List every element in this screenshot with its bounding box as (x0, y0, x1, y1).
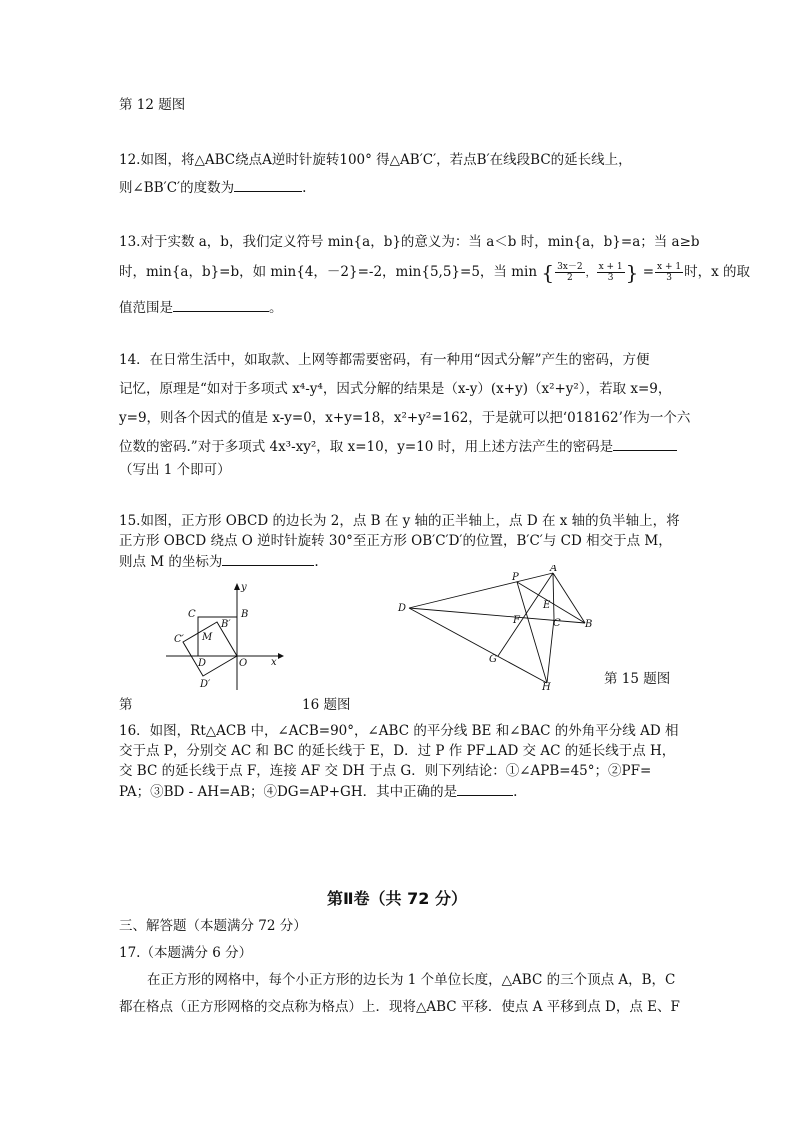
q14-line1: 14．在日常生活中，如取款、上网等都需要密码，有一种用“因式分解”产生的密码，方便 (119, 352, 650, 368)
label-b-prime: B′ (221, 619, 231, 630)
q17-line2: 都在格点（正方形网格的交点称为格点）上．现将△ABC 平移．使点 A 平移到点 D，点 E、F (119, 999, 680, 1015)
answer-blank (613, 436, 677, 451)
q13-text: 时，min{a，b}=b，如 min{4，－2}=-2，min{5,5}=5，当 min (119, 264, 538, 280)
left-brace: { (541, 260, 555, 285)
q16-line1: 16．如图，Rt△ACB 中，∠ACB=90°，∠ABC 的平分线 BE 和∠BAC 的外角平分线 AD 相 (119, 723, 679, 739)
figure-16-diagram (160, 580, 290, 695)
q12-text: 则∠BB′C′的度数为 (119, 180, 235, 196)
q12-line1: 12.如图，将△ABC绕点A逆时针旋转100° 得△AB′C′，若点B′在线段BC的延长线上， (119, 152, 632, 168)
label-h: H (542, 682, 551, 693)
label-d-prime: D′ (200, 679, 211, 690)
label-f: F (513, 615, 520, 626)
fig16-caption-right: 16 题图 (302, 697, 351, 713)
label-e: E (543, 600, 551, 611)
label-g: G (489, 654, 497, 665)
square-ob-c-d-rotated (183, 622, 237, 676)
label-c: C (188, 609, 196, 620)
q15-line2: 正方形 OBCD 绕点 O 逆时针旋转 30°至正方形 OB′C′D′的位置，B′C′与 CD 相交于点 M， (119, 533, 672, 549)
fig15-caption: 第 15 题图 (604, 671, 671, 687)
figure-15-diagram (395, 565, 600, 695)
q13-line2: 时，min{a，b}=b，如 min{4，－2}=-2，min{5,5}=5，当 min { $\frac{3x-2}{2}$ ， $\frac{x + 1}{3}$ } = $\frac{x + 1}{3}$ 时，x 的取 (119, 260, 750, 285)
right-brace: } (625, 260, 639, 285)
answer-blank (222, 551, 314, 566)
label-c: C (553, 618, 561, 629)
q12-line2: 则∠BB′C′的度数为 . (119, 177, 306, 198)
label-d: D (398, 603, 407, 614)
section-title: 三、解答题（本题满分 72 分） (119, 918, 307, 934)
q16-line4: PA；③BD - AH=AB；④DG=AP+GH．其中正确的是 . (119, 781, 517, 802)
label-b: B (585, 619, 593, 630)
q17-title: 17.（本题满分 6 分） (119, 945, 253, 961)
answer-blank (234, 177, 302, 192)
fraction: $\frac{3x-2}{2}$ (557, 262, 583, 283)
label-p: P (512, 572, 519, 583)
q13-line3: 值范围是 。 (119, 297, 283, 318)
q13-text-end: 时，x 的取 (684, 264, 750, 280)
equals: = (642, 264, 655, 280)
q16-line2: 交于点 P，分别交 AC 和 BC 的延长线于 E，D．过 P 作 PF⊥AD 交 AC 的延长线于点 H， (119, 743, 676, 759)
q13-line1: 13.对于实数 a，b，我们定义符号 min{a，b}的意义为：当 a＜b 时，min{a，b}=a；当 a≥b (119, 234, 700, 250)
label-m: M (202, 632, 213, 643)
q15-line1: 15.如图，正方形 OBCD 的边长为 2，点 B 在 y 轴的正半轴上，点 D 在 x 轴的负半轴上，将 (119, 513, 680, 529)
fraction: $\frac{x + 1}{3}$ (657, 262, 682, 283)
q14-line2: 记忆，原理是“如对于多项式 x⁴-y⁴，因式分解的结果是（x-y）(x+y)（x²+y²），若取 x=9， (119, 381, 672, 397)
q15-line3: 则点 M 的坐标为 . (119, 551, 319, 572)
fig12-caption: 第 12 题图 (119, 97, 186, 113)
fig16-caption-left: 第 (119, 697, 133, 713)
answer-blank (173, 297, 269, 312)
fraction: $\frac{x + 1}{3}$ (598, 262, 623, 283)
label-b: B (241, 609, 249, 620)
label-o: O (239, 658, 248, 669)
label-a: A (550, 565, 558, 574)
q16-line3: 交 BC 的延长线于点 F，连接 AF 交 DH 于点 G．则下列结论：①∠APB=45°；②PF= (119, 763, 652, 779)
label-y: y (241, 582, 247, 593)
section-heading: 第Ⅱ卷（共 72 分） (327, 889, 467, 908)
x-axis-arrow-icon (278, 653, 284, 659)
q14-line5: （写出 1 个即可） (119, 462, 231, 478)
q17-line1: 在正方形的网格中，每个小正方形的边长为 1 个单位长度，△ABC 的三个顶点 A，B，C (147, 972, 676, 988)
answer-blank (457, 781, 513, 796)
label-c-prime: C′ (174, 634, 184, 645)
y-axis-arrow-icon (234, 583, 240, 590)
q14-line3: y=9，则各个因式的值是 x-y=0，x+y=18，x²+y²=162，于是就可以把‘018162’作为一个六 (119, 410, 691, 426)
q14-line4: 位数的密码.”对于多项式 4x³-xy²，取 x=10，y=10 时，用上述方法产生的密码是 (119, 436, 677, 457)
label-d: D (198, 658, 207, 669)
label-x: x (271, 657, 277, 668)
